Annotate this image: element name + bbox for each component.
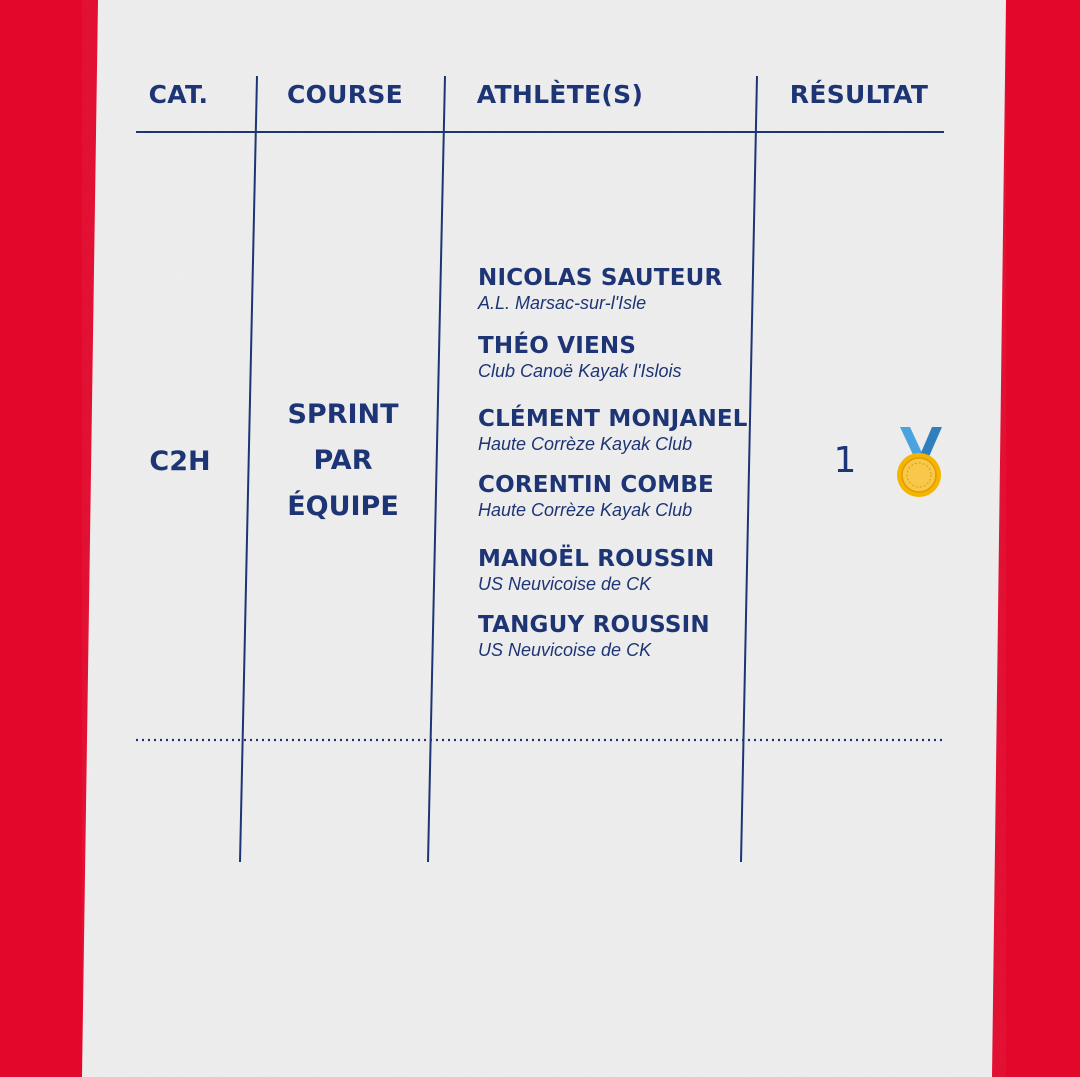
athlete-name: THÉO VIENS: [478, 333, 637, 359]
course-line: ÉQUIPE: [287, 491, 399, 522]
course-line: PAR: [313, 445, 373, 476]
athlete-name: CLÉMENT MONJANEL: [478, 406, 748, 432]
athlete-name: MANOËL ROUSSIN: [478, 546, 715, 572]
athlete-club: US Neuvicoise de CK: [478, 640, 652, 660]
athlete-entry: [478, 611, 748, 661]
course-line: SPRINT: [287, 399, 399, 430]
athlete-entry: [478, 405, 748, 455]
result-value: 1: [833, 440, 857, 481]
athlete-club: A.L. Marsac-sur-l'Isle: [478, 293, 647, 313]
header-course: COURSE: [286, 80, 404, 109]
athlete-club: Haute Corrèze Kayak Club: [478, 434, 693, 454]
athlete-entry: [478, 471, 748, 521]
athlete-entry: [478, 264, 748, 314]
athlete-name: TANGUY ROUSSIN: [478, 612, 710, 638]
athlete-club: Haute Corrèze Kayak Club: [478, 500, 693, 520]
athlete-entry: [478, 545, 748, 595]
course-cell: [268, 392, 418, 530]
category-cell: C2H: [149, 446, 211, 477]
athlete-name: NICOLAS SAUTEUR: [478, 265, 723, 291]
athlete-club: US Neuvicoise de CK: [478, 574, 652, 594]
athlete-entry: [478, 332, 748, 382]
gold-medal-icon: [890, 425, 950, 501]
athlete-name: CORENTIN COMBE: [478, 472, 714, 498]
header-cat: CAT.: [148, 80, 209, 109]
athlete-club: Club Canoë Kayak l'Islois: [478, 361, 682, 381]
header-athletes: ATHLÈTE(S): [476, 80, 644, 109]
header-result: RÉSULTAT: [789, 80, 929, 109]
